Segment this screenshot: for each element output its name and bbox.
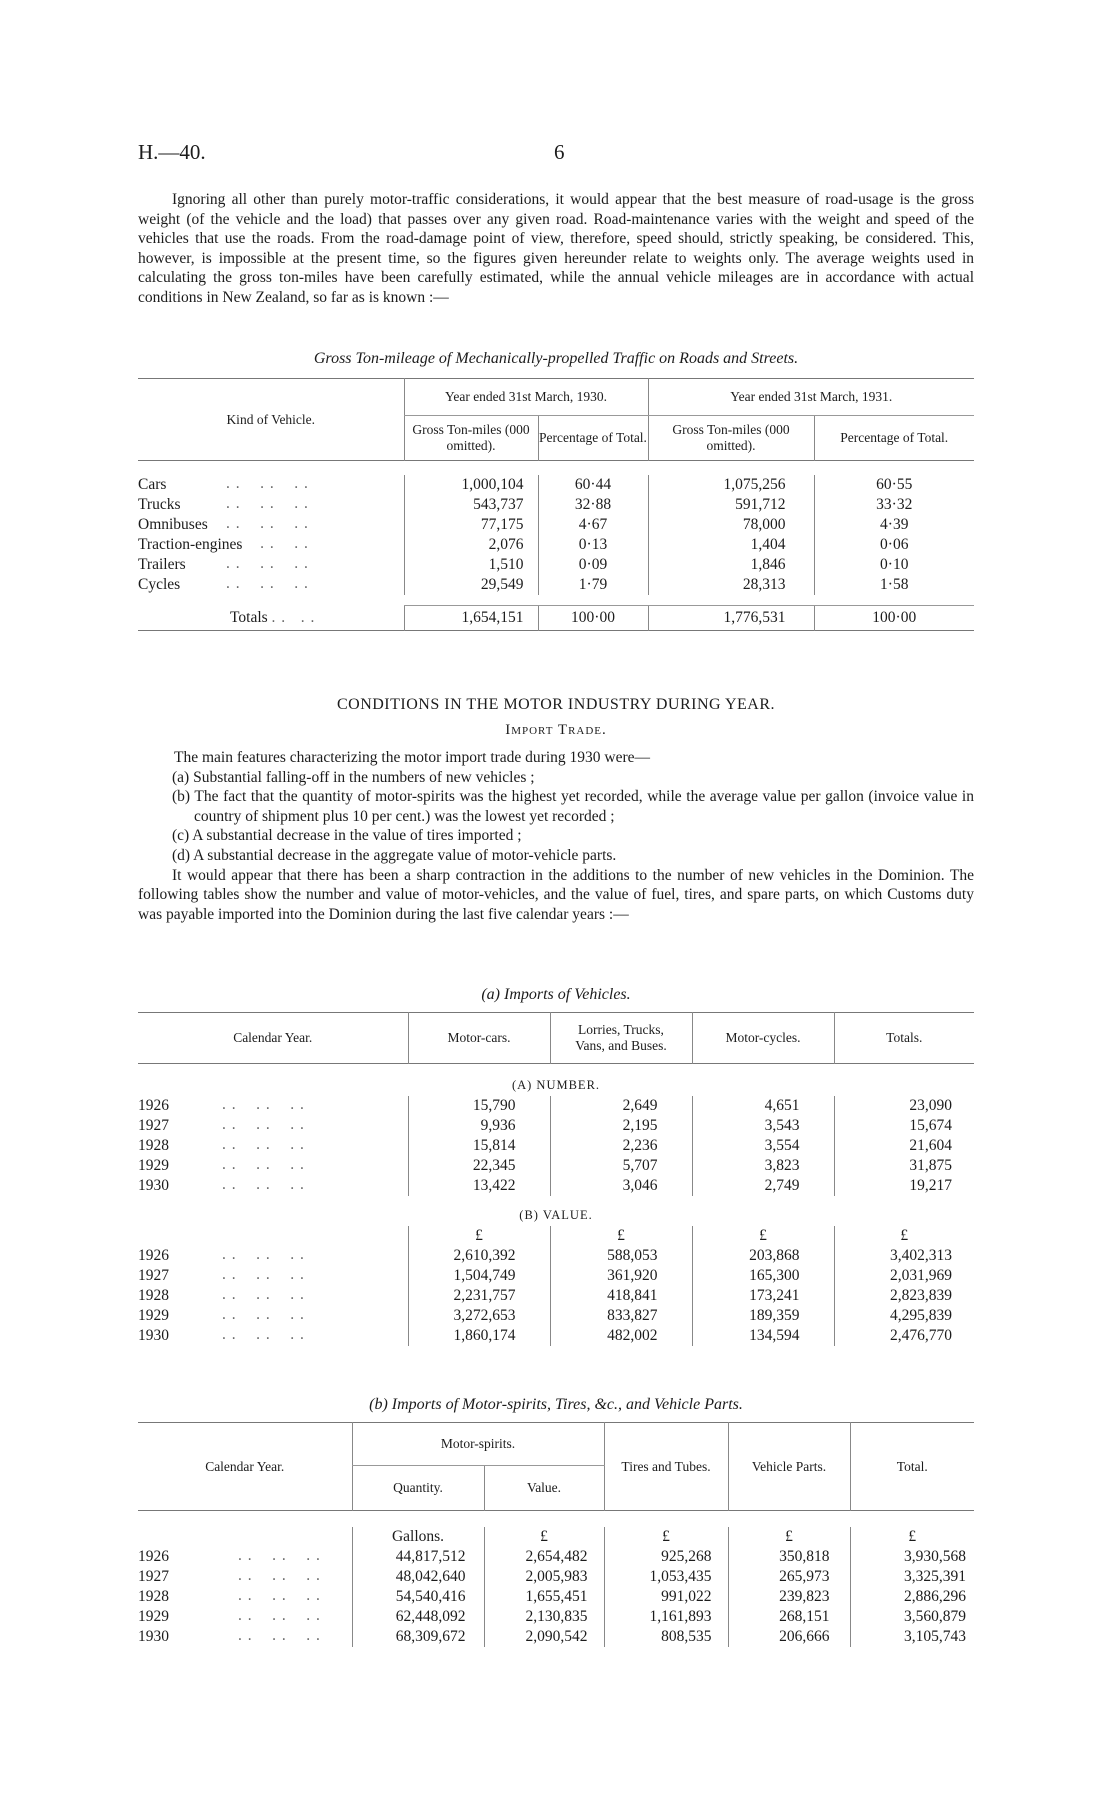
motor-cars-cell: 15,814 (408, 1136, 550, 1156)
vehicle-kind-label: Trucks (138, 496, 181, 513)
totals-pct-1931: 100·00 (814, 606, 974, 631)
totals-cell: 2,031,969 (834, 1266, 974, 1286)
year-label: 1929 (138, 1608, 169, 1625)
gross-1931-cell: 28,313 (648, 575, 814, 595)
year-label: 1928 (138, 1137, 169, 1154)
motor-cars-cell: 2,231,757 (408, 1286, 550, 1306)
section-closing: It would appear that there has been a sharp contraction in the additions to the number of new vehicles in the Dominion. The following tables show the number and value of motor-vehicles, and the value of fuel, tires, and spare parts, on which Customs duty was payable imported into the Dominion during the last five calendar years :— (138, 866, 974, 923)
vehicle-kind-row: Trailers . . . . . . 1,510 0·09 1,846 0·10 (138, 555, 974, 575)
totals-cell: 31,875 (834, 1156, 974, 1176)
tires-cell: 991,022 (604, 1587, 728, 1607)
value-subheading: (B) VALUE. (519, 1207, 593, 1222)
gross-1931-cell: 1,075,256 (648, 475, 814, 495)
pct-1931-cell: 4·39 (814, 515, 974, 535)
parts-cell: 239,823 (728, 1587, 850, 1607)
gross-1930-cell: 1,000,104 (404, 475, 538, 495)
currency-symbol: £ (834, 1226, 974, 1246)
ton-mileage-section (138, 350, 974, 635)
vehicle-year-row: 1929 . . . . . . 3,272,653 833,827 189,359 4,295,839 (138, 1306, 974, 1326)
year-label: 1927 (138, 1267, 169, 1284)
currency-symbol: £ (604, 1527, 728, 1547)
value-cell: 2,654,482 (484, 1547, 604, 1567)
year-1931-header: Year ended 31st March, 1931. (648, 379, 974, 416)
lorries-cell: 2,236 (550, 1136, 692, 1156)
feature-item: (c) A substantial decrease in the value of tires imported ; (172, 827, 522, 845)
quantity-cell: 68,309,672 (352, 1627, 484, 1647)
vehicle-kind-label: Cycles (138, 576, 181, 593)
gallons-unit: Gallons. (352, 1527, 484, 1547)
t3-year-header: Calendar Year. (205, 1458, 285, 1474)
motor-cars-cell: 9,936 (408, 1116, 550, 1136)
spirits-year-row: 1930 . . . . . . 68,309,672 2,090,542 808,535 206,666 3,105,743 (138, 1627, 974, 1647)
gross-1931-cell: 591,712 (648, 495, 814, 515)
quantity-cell: 62,448,092 (352, 1607, 484, 1627)
currency-symbol: £ (850, 1527, 974, 1547)
totals-gross-1930: 1,654,151 (404, 606, 538, 631)
quantity-cell: 48,042,640 (352, 1567, 484, 1587)
lorries-cell: 361,920 (550, 1266, 692, 1286)
vehicle-kind-label: Traction-engines (138, 536, 243, 553)
parts-cell: 350,818 (728, 1547, 850, 1567)
vehicle-imports-table (138, 1012, 974, 1346)
vehicle-kind-label: Trailers (138, 556, 186, 573)
vehicle-year-row: 1929 . . . . . . 22,345 5,707 3,823 31,875 (138, 1156, 974, 1176)
currency-symbol: £ (408, 1226, 550, 1246)
pct-1931-cell: 0·10 (814, 555, 974, 575)
year-label: 1929 (138, 1157, 169, 1174)
totals-pct-1930: 100·00 (538, 606, 648, 631)
pct-1931-cell: 1·58 (814, 575, 974, 595)
pct-1931-cell: 33·32 (814, 495, 974, 515)
vehicle-year-row: 1928 . . . . . . 15,814 2,236 3,554 21,604 (138, 1136, 974, 1156)
pct-1930-cell: 32·88 (538, 495, 648, 515)
motor-cars-cell: 1,860,174 (408, 1326, 550, 1346)
pct-1931-cell: 60·55 (814, 475, 974, 495)
t3-parts-header: Vehicle Parts. (728, 1423, 850, 1511)
year-label: 1930 (138, 1177, 169, 1194)
totals-cell: 21,604 (834, 1136, 974, 1156)
tires-cell: 1,053,435 (604, 1567, 728, 1587)
spirits-year-row: 1926 . . . . . . 44,817,512 2,654,482 925,268 350,818 3,930,568 (138, 1547, 974, 1567)
motor-cycles-cell: 3,823 (692, 1156, 834, 1176)
pct-1930-cell: 1·79 (538, 575, 648, 595)
spirits-year-row: 1929 . . . . . . 62,448,092 2,130,835 1,161,893 268,151 3,560,879 (138, 1607, 974, 1627)
vehicle-kind-row: Trucks . . . . . . 543,737 32·88 591,712 33·32 (138, 495, 974, 515)
totals-cell: 19,217 (834, 1176, 974, 1196)
vehicle-number-rows (138, 1096, 974, 1196)
pct-header-1930: Percentage of Total. (538, 416, 648, 461)
lorries-cell: 833,827 (550, 1306, 692, 1326)
t2-totals-header: Totals. (834, 1013, 974, 1064)
ton-mileage-caption: Gross Ton-mileage of Mechanically-propelled Traffic on Roads and Streets. (313, 350, 799, 367)
section-lead: The main features characterizing the motor import trade during 1930 were— (174, 749, 651, 766)
currency-symbol: £ (692, 1226, 834, 1246)
page-number: 6 (554, 140, 565, 164)
parts-cell: 265,973 (728, 1567, 850, 1587)
total-cell: 2,886,296 (850, 1587, 974, 1607)
motor-cars-cell: 2,610,392 (408, 1246, 550, 1266)
lorries-cell: 588,053 (550, 1246, 692, 1266)
gross-1930-cell: 543,737 (404, 495, 538, 515)
lorries-cell: 5,707 (550, 1156, 692, 1176)
vehicle-year-row: 1928 . . . . . . 2,231,757 418,841 173,241 2,823,839 (138, 1286, 974, 1306)
vehicle-year-row: 1927 . . . . . . 1,504,749 361,920 165,300 2,031,969 (138, 1266, 974, 1286)
t3-spirits-header: Motor-spirits. (352, 1423, 604, 1466)
spirits-rows (138, 1547, 974, 1647)
vehicle-year-row: 1930 . . . . . . 1,860,174 482,002 134,594 2,476,770 (138, 1326, 974, 1346)
vehicle-year-row: 1927 . . . . . . 9,936 2,195 3,543 15,674 (138, 1116, 974, 1136)
year-label: 1927 (138, 1117, 169, 1134)
total-cell: 3,560,879 (850, 1607, 974, 1627)
feature-item: (d) A substantial decrease in the aggregate value of motor-vehicle parts. (172, 846, 617, 864)
motor-cycles-cell: 2,749 (692, 1176, 834, 1196)
spirits-imports-section (138, 1396, 974, 1647)
totals-cell: 23,090 (834, 1096, 974, 1116)
motor-cycles-cell: 134,594 (692, 1326, 834, 1346)
motor-cars-cell: 15,790 (408, 1096, 550, 1116)
lorries-cell: 418,841 (550, 1286, 692, 1306)
totals-cell: 2,476,770 (834, 1326, 974, 1346)
motor-cars-cell: 1,504,749 (408, 1266, 550, 1286)
year-label: 1928 (138, 1287, 169, 1304)
t3-quantity-header: Quantity. (352, 1466, 484, 1511)
feature-item: (a) Substantial falling-off in the numbers of new vehicles ; (172, 768, 535, 786)
totals-cell: 4,295,839 (834, 1306, 974, 1326)
currency-symbol: £ (728, 1527, 850, 1547)
vehicle-kind-label: Omnibuses (138, 516, 208, 533)
motor-cycles-cell: 3,543 (692, 1116, 834, 1136)
parts-cell: 268,151 (728, 1607, 850, 1627)
gross-1931-cell: 1,404 (648, 535, 814, 555)
vehicle-value-rows (138, 1246, 974, 1346)
pct-1930-cell: 0·13 (538, 535, 648, 555)
gross-1930-cell: 1,510 (404, 555, 538, 575)
gross-1930-cell: 2,076 (404, 535, 538, 555)
unit-row (138, 1527, 974, 1547)
t3-tires-header: Tires and Tubes. (604, 1423, 728, 1511)
parts-cell: 206,666 (728, 1627, 850, 1647)
totals-cell: 3,402,313 (834, 1246, 974, 1266)
tires-cell: 1,161,893 (604, 1607, 728, 1627)
motor-cars-cell: 13,422 (408, 1176, 550, 1196)
gross-1930-cell: 77,175 (404, 515, 538, 535)
gross-header-1931: Gross Ton-miles (000 omitted). (648, 416, 814, 461)
ton-mileage-table (138, 378, 974, 635)
year-1930-header: Year ended 31st March, 1930. (404, 379, 648, 416)
vehicle-kind-row: Traction-engines . . . . . . 2,076 0·13 1,404 0·06 (138, 535, 974, 555)
spirits-year-row: 1927 . . . . . . 48,042,640 2,005,983 1,053,435 265,973 3,325,391 (138, 1567, 974, 1587)
t3-value-header: Value. (484, 1466, 604, 1511)
section-body (138, 748, 974, 924)
gross-header-1930: Gross Ton-miles (000 omitted). (404, 416, 538, 461)
spirits-imports-table (138, 1422, 974, 1647)
value-cell: 1,655,451 (484, 1587, 604, 1607)
t2-lorries-header: Lorries, Trucks, Vans, and Buses. (550, 1013, 692, 1064)
vehicle-year-row: 1930 . . . . . . 13,422 3,046 2,749 19,217 (138, 1176, 974, 1196)
currency-symbol: £ (484, 1527, 604, 1547)
motor-cars-cell: 3,272,653 (408, 1306, 550, 1326)
motor-cycles-cell: 173,241 (692, 1286, 834, 1306)
lorries-cell: 2,195 (550, 1116, 692, 1136)
pct-1931-cell: 0·06 (814, 535, 974, 555)
currency-row (138, 1226, 974, 1246)
totals-gross-1931: 1,776,531 (648, 606, 814, 631)
gross-1930-cell: 29,549 (404, 575, 538, 595)
vehicle-kind-label: Cars (138, 476, 167, 493)
year-label: 1929 (138, 1307, 169, 1324)
feature-item: (b) The fact that the quantity of motor-spirits was the highest yet recorded, while the average value per gallon (invoice value in country of shipment plus 10 per cent.) was the lowest yet recorded ; (172, 788, 974, 825)
motor-cycles-cell: 4,651 (692, 1096, 834, 1116)
spirits-year-row: 1928 . . . . . . 54,540,416 1,655,451 991,022 239,823 2,886,296 (138, 1587, 974, 1607)
total-cell: 3,930,568 (850, 1547, 974, 1567)
quantity-cell: 54,540,416 (352, 1587, 484, 1607)
gross-1931-cell: 78,000 (648, 515, 814, 535)
intro-paragraph: Ignoring all other than purely motor-traffic considerations, it would appear that the best measure of road-usage is the gross weight (of the vehicle and the load) that passes over any given road. Road-maintenance varies with the weight and speed of the vehicles that use the roads. From the road-damage point of view, therefore, speed should, strictly speaking, be considered. This, however, is impossible at the present time, so the figures given hereunder relate to weights only. The average weights used in calculating the gross ton-miles have been carefully estimated, while the annual vehicle mileages are in accordance with actual conditions in New Zealand, so far as is known :— (138, 191, 974, 306)
year-label: 1926 (138, 1097, 169, 1114)
motor-cycles-cell: 3,554 (692, 1136, 834, 1156)
year-label: 1927 (138, 1568, 169, 1585)
total-cell: 3,325,391 (850, 1567, 974, 1587)
ton-mileage-rows (138, 475, 974, 595)
t2-cars-header: Motor-cars. (408, 1013, 550, 1064)
vehicle-kind-row: Omnibuses . . . . . . 77,175 4·67 78,000 4·39 (138, 515, 974, 535)
gross-1931-cell: 1,846 (648, 555, 814, 575)
vehicle-imports-caption: (a) Imports of Vehicles. (481, 986, 631, 1003)
pct-header-1931: Percentage of Total. (814, 416, 974, 461)
t2-cycles-header: Motor-cycles. (692, 1013, 834, 1064)
totals-cell: 15,674 (834, 1116, 974, 1136)
tires-cell: 808,535 (604, 1627, 728, 1647)
page-header (138, 140, 974, 164)
quantity-cell: 44,817,512 (352, 1547, 484, 1567)
vehicle-year-row: 1926 . . . . . . 2,610,392 588,053 203,868 3,402,313 (138, 1246, 974, 1266)
t2-year-header: Calendar Year. (233, 1030, 313, 1045)
document-reference: H.—40. (138, 140, 206, 164)
pct-1930-cell: 4·67 (538, 515, 648, 535)
vehicle-year-row: 1926 . . . . . . 15,790 2,649 4,651 23,090 (138, 1096, 974, 1116)
number-subheading: (A) NUMBER. (511, 1077, 601, 1092)
vehicle-kind-row: Cycles . . . . . . 29,549 1·79 28,313 1·58 (138, 575, 974, 595)
motor-cycles-cell: 203,868 (692, 1246, 834, 1266)
year-label: 1926 (138, 1548, 169, 1565)
vehicle-imports-section (138, 986, 974, 1346)
totals-cell: 2,823,839 (834, 1286, 974, 1306)
motor-cycles-cell: 165,300 (692, 1266, 834, 1286)
tires-cell: 925,268 (604, 1547, 728, 1567)
motor-cars-cell: 22,345 (408, 1156, 550, 1176)
section-title: CONDITIONS IN THE MOTOR INDUSTRY DURING YEAR. (336, 696, 776, 713)
motor-cycles-cell: 189,359 (692, 1306, 834, 1326)
lorries-cell: 482,002 (550, 1326, 692, 1346)
year-label: 1926 (138, 1247, 169, 1264)
value-cell: 2,130,835 (484, 1607, 604, 1627)
total-cell: 3,105,743 (850, 1627, 974, 1647)
value-cell: 2,005,983 (484, 1567, 604, 1587)
t3-total-header: Total. (850, 1423, 974, 1511)
totals-row: Totals . . . . 1,654,151 100·00 1,776,531 100·00 (138, 606, 974, 631)
pct-1930-cell: 0·09 (538, 555, 648, 575)
year-label: 1930 (138, 1327, 169, 1344)
intro-section (138, 190, 974, 308)
totals-label: Totals (230, 608, 268, 626)
value-cell: 2,090,542 (484, 1627, 604, 1647)
lorries-cell: 3,046 (550, 1176, 692, 1196)
year-label: 1930 (138, 1628, 169, 1645)
feature-list (138, 768, 974, 866)
lorries-cell: 2,649 (550, 1096, 692, 1116)
year-label: 1928 (138, 1588, 169, 1605)
pct-1930-cell: 60·44 (538, 475, 648, 495)
section-subtitle: Import Trade. (505, 722, 607, 738)
kind-header: Kind of Vehicle. (226, 411, 316, 427)
currency-symbol: £ (550, 1226, 692, 1246)
spirits-imports-caption: (b) Imports of Motor-spirits, Tires, &c., and Vehicle Parts. (369, 1396, 743, 1413)
vehicle-kind-row: Cars . . . . . . 1,000,104 60·44 1,075,256 60·55 (138, 475, 974, 495)
